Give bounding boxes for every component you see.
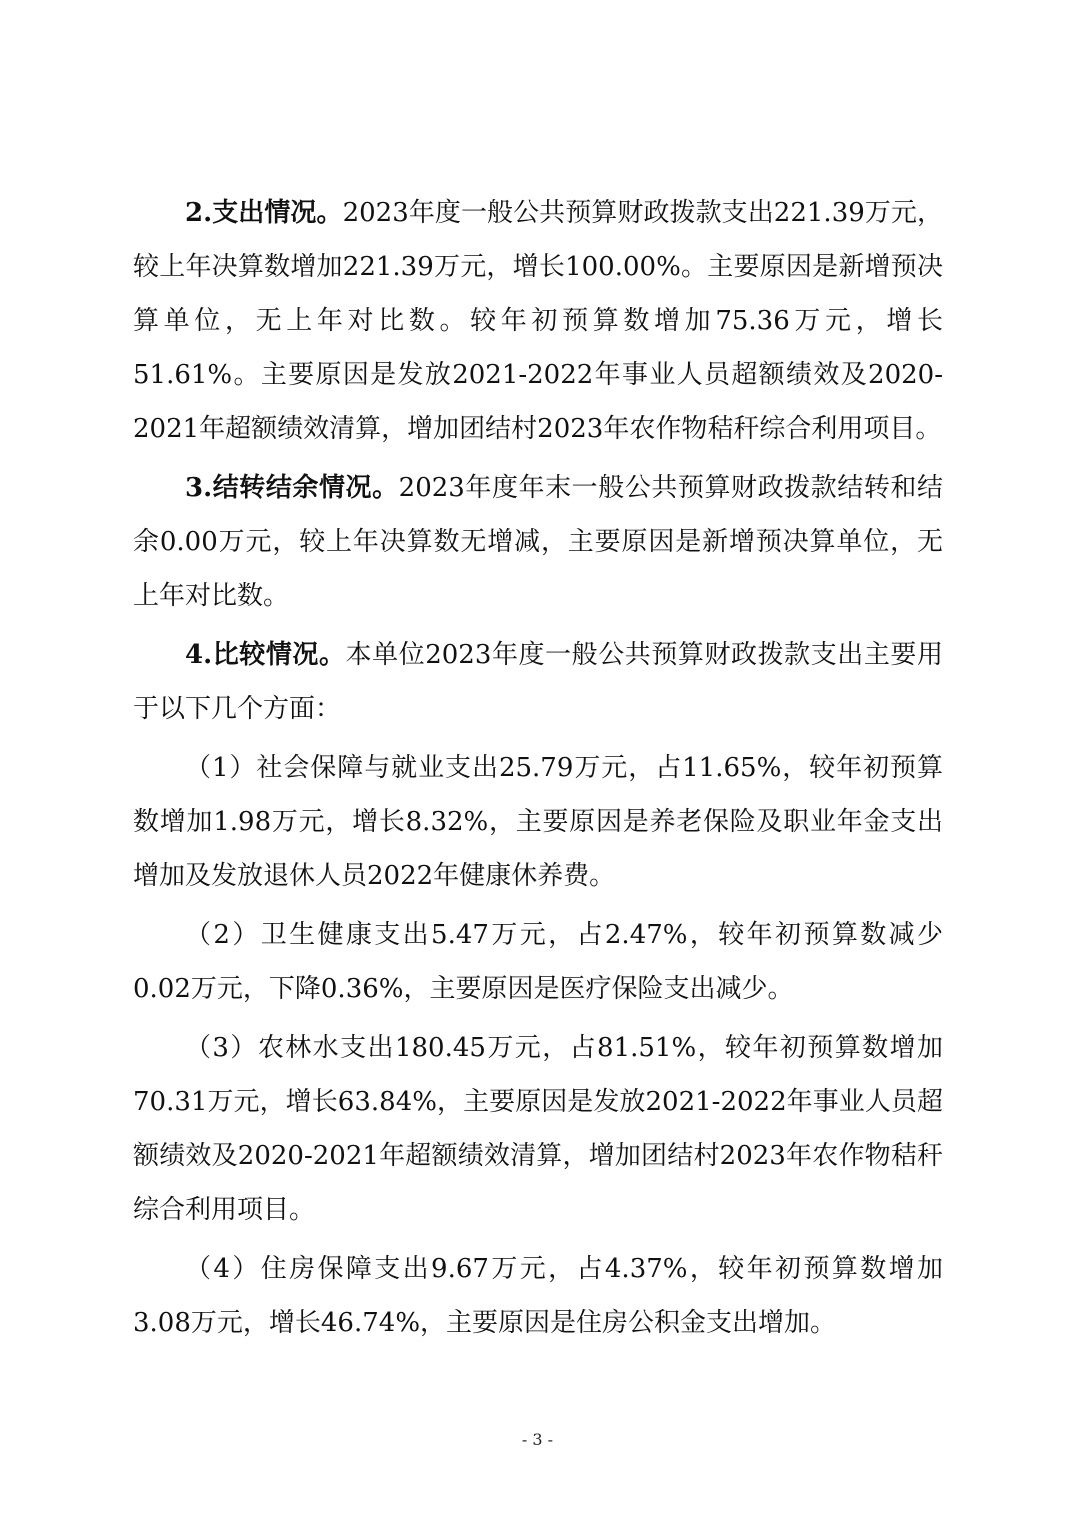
paragraph-expenditure (133, 186, 943, 456)
paragraph-comparison (133, 628, 943, 736)
text-comparison: 本单位2023年度一般公共预算财政拨款支出主要用于以下几个方面： (133, 640, 943, 724)
paragraph-item-1 (133, 741, 943, 903)
body-text (133, 186, 943, 1355)
paragraph-item-4 (133, 1242, 943, 1350)
text-item-3: （3）农林水支出180.45万元，占81.51%，较年初预算数增加70.31万元，增长63.84%，主要原因是发放2021-2022年事业人员超额绩效及2020-2021年超额绩效清算，增加团结村2023年农作物秸秆综合利用项目。 (133, 1033, 943, 1225)
paragraph-item-2 (133, 908, 943, 1016)
text-expenditure: 2023年度一般公共预算财政拨款支出221.39万元，较上年决算数增加221.39万元，增长100.00%。主要原因是新增预决算单位，无上年对比数。较年初预算数增加75.36万元，增长51.61%。主要原因是发放2021-2022年事业人员超额绩效及2020-2021年超额绩效清算，增加团结村2023年农作物秸秆综合利用项目。 (133, 198, 943, 444)
text-item-2: （2）卫生健康支出5.47万元，占2.47%，较年初预算数减少0.02万元，下降0.36%，主要原因是医疗保险支出减少。 (133, 920, 943, 1004)
heading-comparison: 4.比较情况。 (185, 640, 346, 670)
text-item-4: （4）住房保障支出9.67万元，占4.37%，较年初预算数增加3.08万元，增长46.74%，主要原因是住房公积金支出增加。 (133, 1254, 943, 1338)
heading-expenditure: 2.支出情况。 (185, 198, 343, 228)
text-carryover: 2023年度年末一般公共预算财政拨款结转和结余0.00万元，较上年决算数无增减，主要原因是新增预决算单位，无上年对比数。 (133, 473, 943, 611)
heading-carryover: 3.结转结余情况。 (185, 473, 399, 503)
page-number: - 3 - (521, 1430, 554, 1449)
paragraph-item-3 (133, 1021, 943, 1237)
paragraph-carryover (133, 461, 943, 623)
text-item-1: （1）社会保障与就业支出25.79万元，占11.65%，较年初预算数增加1.98万元，增长8.32%，主要原因是养老保险及职业年金支出增加及发放退休人员2022年健康休养费。 (133, 753, 943, 891)
